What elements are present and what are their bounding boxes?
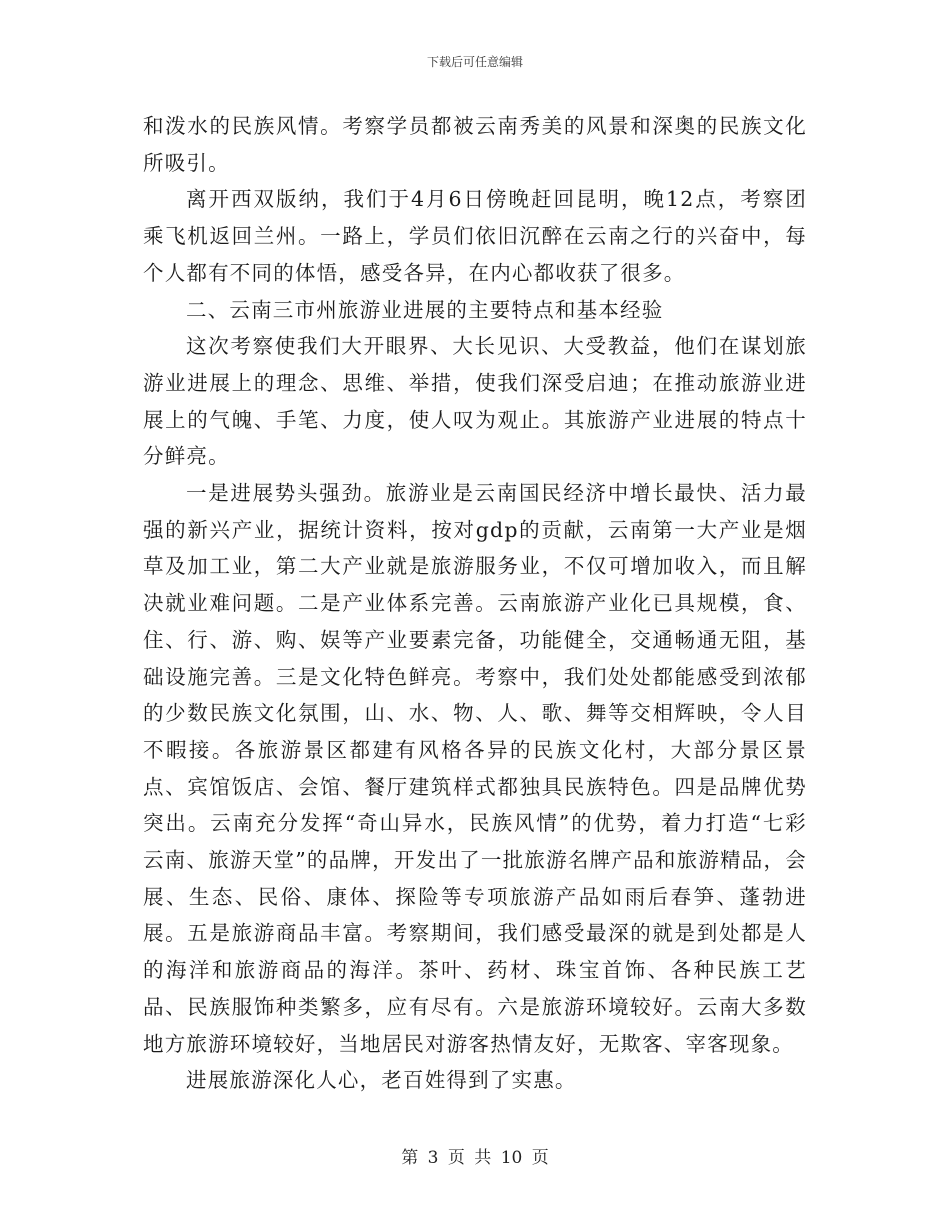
paragraph-3: 这次考察使我们大开眼界、大长见识、大受教益，他们在谋划旅游业进展上的理念、思维、举措，使我们深受启迪；在推动旅游业进展上的气魄、手笔、力度，使人叹为观止。其旅游产业进展的特点十分鲜亮。 xyxy=(143,334,807,469)
paragraph-5: 进展旅游深化人心，老百姓得到了实惠。 xyxy=(186,1068,577,1093)
page-header: 下载后可任意编辑 xyxy=(426,55,523,69)
page-footer: 第 3 页 共 10 页 xyxy=(401,1148,549,1168)
document-body xyxy=(143,108,807,1099)
paragraph-1: 和泼水的民族风情。考察学员都被云南秀美的风景和深奥的民族文化所吸引。 xyxy=(143,114,807,175)
paragraph-4: 一是进展势头强劲。旅游业是云南国民经济中增长最快、活力最强的新兴产业，据统计资料，按对gdp的贡献，云南第一大产业是烟草及加工业，第二大产业就是旅游服务业，不仅可增加收入，而且解决就业难问题。二是产业体系完善。云南旅游产业化已具规模，食、住、行、游、购、娱等产业要素完备，功能健全，交通畅通无阻，基础设施完善。三是文化特色鲜亮。考察中，我们处处都能感受到浓郁的少数民族文化氛围，山、水、物、人、歌、舞等交相辉映，令人目不暇接。各旅游景区都建有风格各异的民族文化村，大部分景区景点、宾馆饭店、会馆、餐厅建筑样式都独具民族特色。四是品牌优势突出。云南充分发挥“奇山异水，民族风情”的优势，着力打造“七彩云南、旅游天堂”的品牌，开发出了一批旅游名牌产品和旅游精品，会展、生态、民俗、康体、探险等专项旅游产品如雨后春笋、蓬勃进展。五是旅游商品丰富。考察期间，我们感受最深的就是到处都是人的海洋和旅游商品的海洋。茶叶、药材、珠宝首饰、各种民族工艺品、民族服饰种类繁多，应有尽有。六是旅游环境较好。云南大多数地方旅游环境较好，当地居民对游客热情友好，无欺客、宰客现象。 xyxy=(143,481,807,1056)
section-heading: 二、云南三市州旅游业进展的主要特点和基本经验 xyxy=(186,297,664,322)
paragraph-2: 离开西双版纳，我们于4月6日傍晚赶回昆明，晚12点，考察团乘飞机返回兰州。一路上，学员们依旧沉醉在云南之行的兴奋中，每个人都有不同的体悟，感受各异，在内心都收获了很多。 xyxy=(143,187,807,285)
